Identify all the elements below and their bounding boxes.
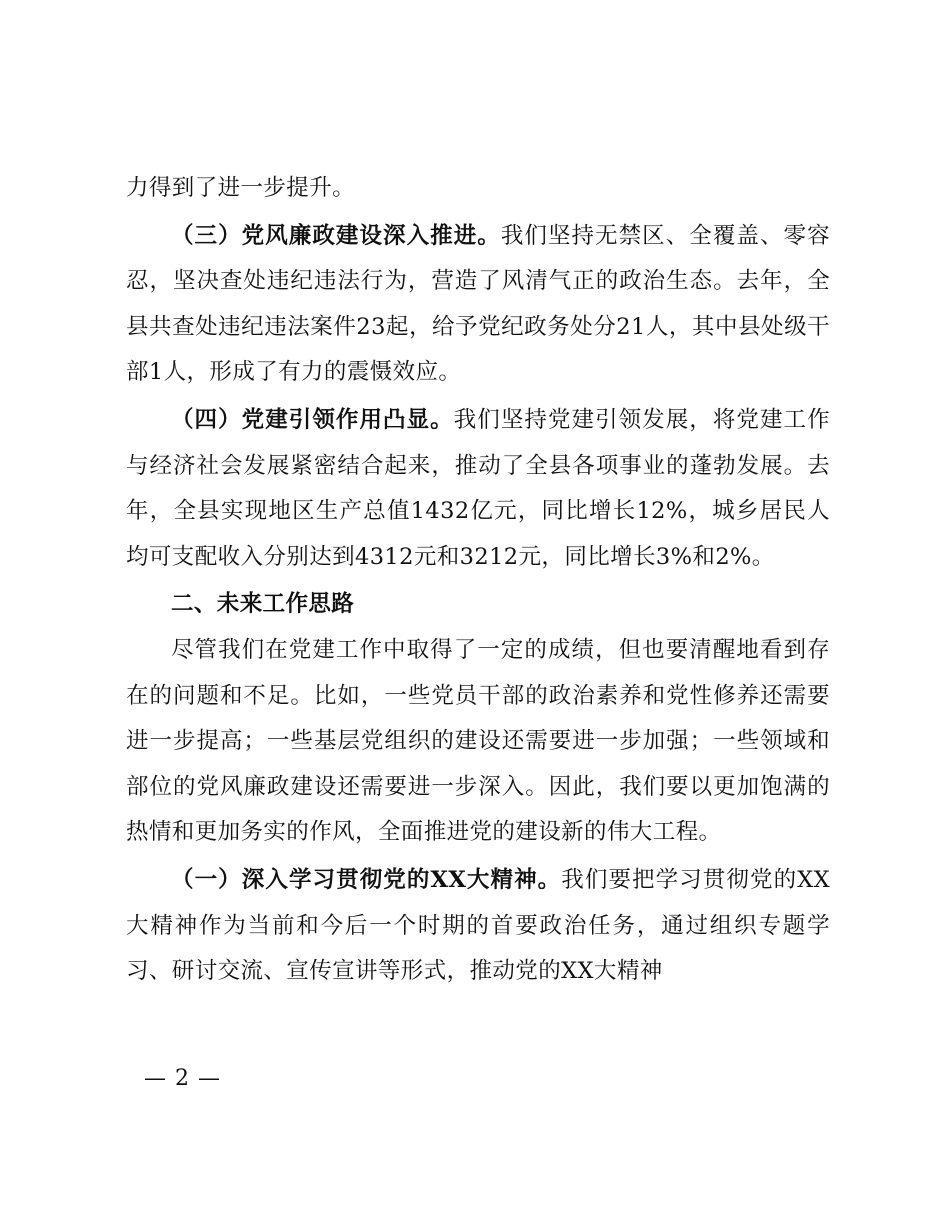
document-body [126,166,830,995]
section-heading: 二、未来工作思路 [171,591,355,618]
paragraph-text: 力得到了进一步提升。 [126,175,356,201]
paragraph-text: 我们坚持党建引领发展，将党建工作与经济社会发展紧密结合起来，推动了全县各项事业的蓬勃发展。去年，全县实现地区生产总值1432亿元，同比增长12%，城乡居民人均可支配收入分别达到4312元和3212元，同比增长3%和2%。 [126,406,830,570]
paragraph-continuation [126,166,830,212]
paragraph-lead: （四）党建引领作用凸显。 [171,406,454,433]
paragraph-lead: （三）党风廉政建设深入推进。 [171,222,501,249]
paragraph-study-spirit [126,858,830,995]
paragraph-party-leadership [126,398,830,580]
paragraph-text: 我们要把学习贯彻党的XX大精神作为当前和今后一个时期的首要政治任务，通过组织专题学习、研讨交流、宣传宣讲等形式，推动党的XX大精神 [126,866,831,985]
paragraph-party-conduct [126,214,830,396]
paragraph-lead: （一）深入学习贯彻党的XX大精神。 [171,866,562,893]
paragraph-text: 我们坚持无禁区、全覆盖、零容忍，坚决查处违纪违法行为，营造了风清气正的政治生态。去年，全县共查处违纪违法案件23起，给予党纪政务处分21人，其中县处级干部1人，形成了有力的震慑效应。 [126,222,830,386]
paragraph-problems [126,628,830,856]
page-number: — 2 — [144,1066,221,1091]
paragraph-text: 尽管我们在党建工作中取得了一定的成绩，但也要清醒地看到存在的问题和不足。比如，一些党员干部的政治素养和党性修养还需要进一步提高；一些基层党组织的建设还需要进一步加强；一些领域和部位的党风廉政建设还需要进一步深入。因此，我们要以更加饱满的热情和更加务实的作风，全面推进党的建设新的伟大工程。 [126,636,830,846]
